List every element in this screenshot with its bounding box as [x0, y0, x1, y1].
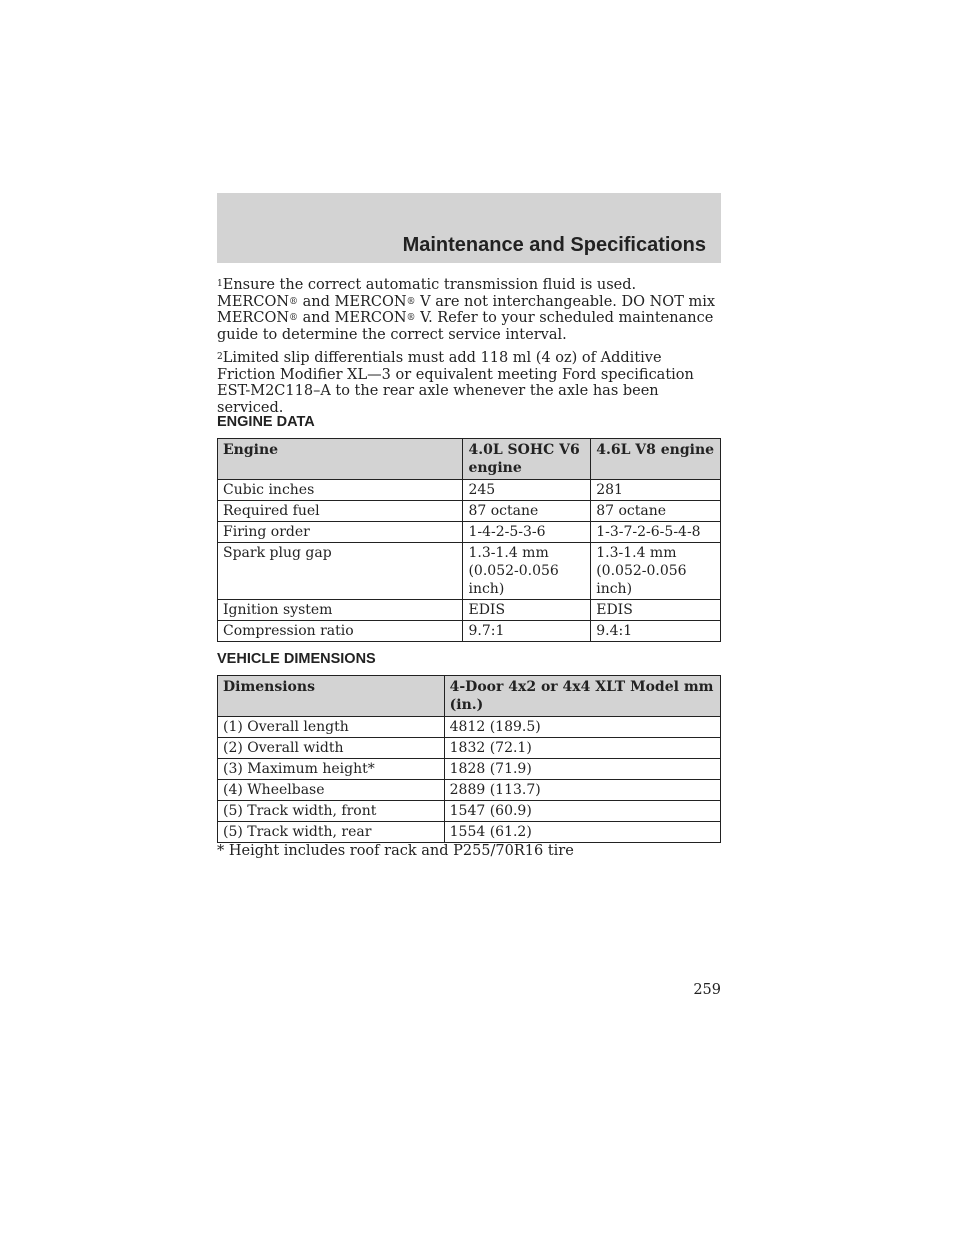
table-cell: 1547 (60.9) — [444, 801, 720, 822]
vehicle-dimensions-table — [217, 675, 721, 843]
header-band — [217, 193, 721, 263]
table-cell: 87 octane — [463, 501, 591, 522]
table-cell: 245 — [463, 480, 591, 501]
note-text: and MERCON — [298, 310, 407, 326]
table-cell: Cubic inches — [218, 480, 463, 501]
note-text: V are not interchangeable. DO NOT mix MERCON — [217, 293, 716, 326]
table-cell: Spark plug gap — [218, 543, 463, 600]
table-cell: Required fuel — [218, 501, 463, 522]
section-title-vehicle-dimensions: VEHICLE DIMENSIONS — [217, 651, 376, 667]
column-header: 4-Door 4x2 or 4x4 XLT Model mm (in.) — [444, 676, 720, 717]
column-header: Dimensions — [218, 676, 445, 717]
table-cell: Ignition system — [218, 600, 463, 621]
table-cell: 1.3-1.4 mm (0.052-0.056 inch) — [591, 543, 721, 600]
table-cell: (3) Maximum height* — [218, 759, 445, 780]
section-title-engine-data: ENGINE DATA — [217, 414, 315, 430]
page-title: Maintenance and Specifications — [402, 234, 706, 256]
registered-mark: ® — [289, 313, 299, 323]
table-cell: EDIS — [591, 600, 721, 621]
footnote-1 — [217, 277, 721, 343]
registered-mark: ® — [406, 313, 416, 323]
table-cell: 1.3-1.4 mm (0.052-0.056 inch) — [463, 543, 591, 600]
height-footnote: * Height includes roof rack and P255/70R16 tire — [217, 843, 574, 859]
note-text: Ensure the correct automatic transmission fluid is used. MERCON — [217, 277, 637, 310]
note-text: V. Refer to your scheduled maintenance guide to determine the correct service interval. — [217, 310, 714, 343]
table-row — [218, 759, 721, 780]
registered-mark: ® — [406, 296, 416, 307]
table-row — [218, 501, 721, 522]
table-cell: (5) Track width, front — [218, 801, 445, 822]
table-row — [218, 717, 721, 738]
table-header-row — [218, 439, 721, 480]
table-row — [218, 543, 721, 600]
table-cell: 4812 (189.5) — [444, 717, 720, 738]
table-cell: 2889 (113.7) — [444, 780, 720, 801]
table-cell: 87 octane — [591, 501, 721, 522]
table-row — [218, 621, 721, 642]
footnote-marker: 2 — [217, 352, 223, 362]
footnote-marker: 1 — [217, 279, 223, 289]
table-row — [218, 780, 721, 801]
table-cell: 1832 (72.1) — [444, 738, 720, 759]
table-cell: 9.7:1 — [463, 621, 591, 642]
footnote-2 — [217, 350, 721, 416]
table-row — [218, 522, 721, 543]
table-cell: 1828 (71.9) — [444, 759, 720, 780]
table-row — [218, 738, 721, 759]
note-text: and MERCON — [298, 293, 407, 310]
table-row — [218, 801, 721, 822]
table-cell: 281 — [591, 480, 721, 501]
table-cell: (2) Overall width — [218, 738, 445, 759]
table-cell: EDIS — [463, 600, 591, 621]
column-header: Engine — [218, 439, 463, 480]
table-cell: (4) Wheelbase — [218, 780, 445, 801]
table-row — [218, 480, 721, 501]
table-cell: 9.4:1 — [591, 621, 721, 642]
table-header-row — [218, 676, 721, 717]
column-header: 4.0L SOHC V6 engine — [463, 439, 591, 480]
table-cell: Compression ratio — [218, 621, 463, 642]
column-header: 4.6L V8 engine — [591, 439, 721, 480]
table-cell: 1-4-2-5-3-6 — [463, 522, 591, 543]
note-text: Limited slip differentials must add 118 ml (4 oz) of Additive Friction Modifier XL—3 or equivalent meeting Ford specification EST-M2C118–A to the rear axle whenever the axle has been serviced. — [217, 350, 694, 416]
table-cell: (5) Track width, rear — [218, 822, 445, 843]
table-cell: 1554 (61.2) — [444, 822, 720, 843]
engine-data-table — [217, 438, 721, 642]
table-cell: 1-3-7-2-6-5-4-8 — [591, 522, 721, 543]
table-cell: (1) Overall length — [218, 717, 445, 738]
table-cell: Firing order — [218, 522, 463, 543]
page-number: 259 — [693, 982, 721, 998]
registered-mark: ® — [289, 296, 299, 307]
table-row — [218, 600, 721, 621]
table-row — [218, 822, 721, 843]
